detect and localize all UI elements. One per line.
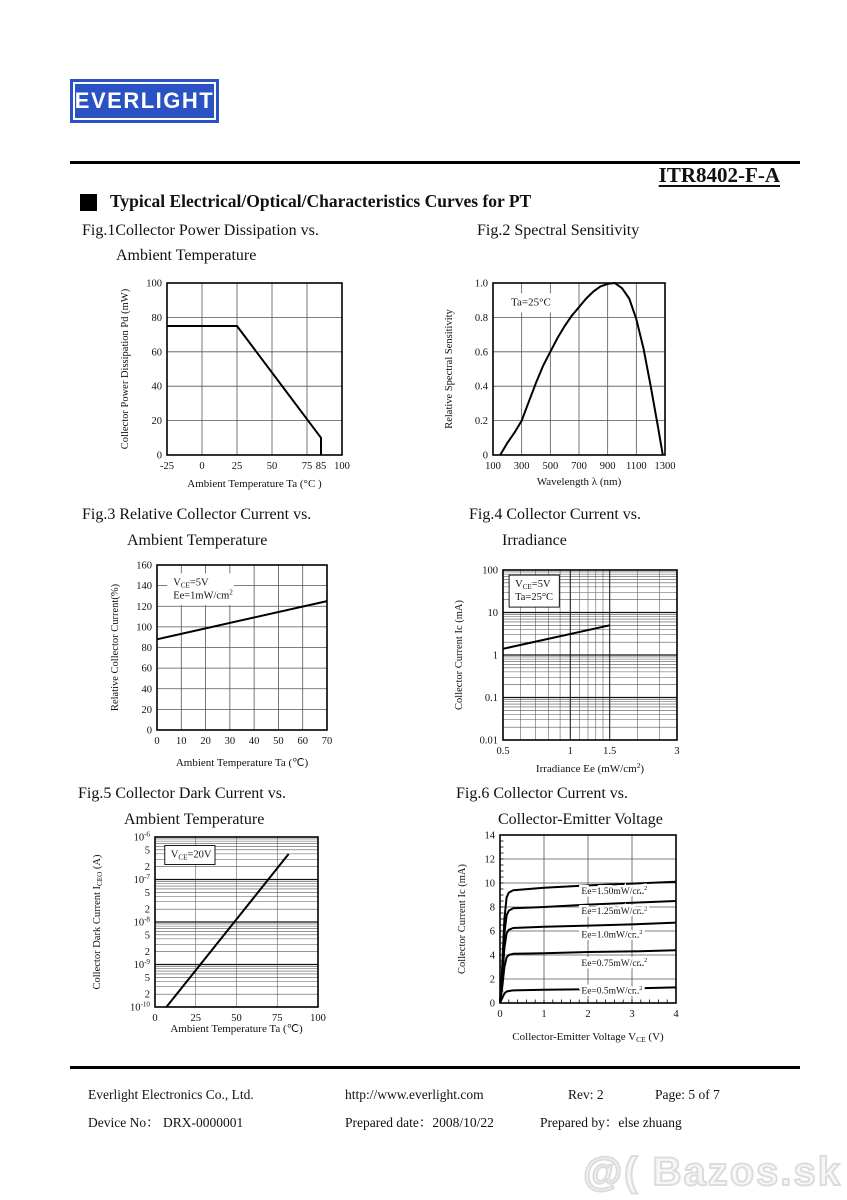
svg-text:500: 500: [542, 461, 559, 472]
svg-text:2: 2: [144, 989, 150, 1001]
footer-device-no: Device No： DRX-0000001: [88, 1115, 244, 1130]
svg-text:0.4: 0.4: [474, 381, 488, 393]
svg-text:80: 80: [151, 312, 162, 324]
svg-text:160: 160: [136, 560, 152, 572]
svg-text:6: 6: [489, 926, 495, 938]
part-number: ITR8402-F-A: [658, 163, 780, 187]
svg-text:10-6: $10^{-6}$: [133, 830, 150, 844]
svg-text:40: 40: [141, 684, 152, 696]
svg-text:Ambient Temperature Ta (℃): Ambient Temperature Ta (℃): [170, 1023, 303, 1035]
svg-text:60: 60: [141, 663, 152, 675]
svg-text:1.5: 1.5: [603, 746, 617, 757]
svg-text:120: 120: [136, 601, 152, 613]
svg-text:2: 2: [144, 862, 150, 874]
fig6-title-line2: Collector-Emitter Voltage: [498, 811, 663, 828]
svg-text:5: 5: [144, 845, 150, 857]
svg-text:10: 10: [487, 608, 498, 619]
svg-text:0.1: 0.1: [484, 693, 498, 704]
fig4-title-line1: Fig.4 Collector Current vs.: [469, 506, 641, 523]
svg-text:Collector Current Ic (mA): Collector Current Ic (mA): [454, 600, 465, 710]
svg-text:2: 2: [144, 947, 150, 959]
fig4-chart: [420, 552, 705, 787]
svg-text:50: 50: [273, 736, 284, 747]
svg-text:70: 70: [321, 736, 333, 747]
fig3-title-line2: Ambient Temperature: [127, 532, 268, 549]
svg-text:Collector Current Ic (mA): Collector Current Ic (mA): [457, 864, 468, 974]
svg-text:Ee=1mW/cm2: $Ee=1mW/cm^2$: [173, 588, 233, 602]
svg-text:300: 300: [513, 461, 530, 472]
svg-text:4: 4: [673, 1009, 679, 1020]
footer-divider: [70, 1066, 800, 1069]
svg-text:Collector Power Dissipation Pd: Collector Power Dissipation Pd (mW): [120, 288, 131, 450]
svg-text:2: 2: [489, 974, 495, 986]
svg-text:3: 3: [674, 746, 680, 757]
svg-text:10: 10: [484, 878, 495, 890]
svg-text:25: 25: [231, 461, 243, 472]
footer-prepared-date: Prepared date：2008/10/22: [345, 1115, 494, 1130]
svg-text:900: 900: [599, 461, 616, 472]
svg-text:1: 1: [567, 746, 573, 757]
svg-text:5: 5: [144, 972, 150, 984]
svg-text:Ta=25°C: Ta=25°C: [511, 296, 551, 309]
svg-text:Ee=0.5mW/cm2: $Ee=0.5mW/cm^2$: [581, 985, 643, 997]
svg-text:1: 1: [492, 650, 498, 662]
svg-text:60: 60: [297, 736, 308, 747]
svg-text:Wavelength λ (nm): Wavelength λ (nm): [536, 476, 622, 488]
svg-text:0: 0: [199, 461, 205, 472]
svg-text:Irradiance Ee (mW/cm2): Irradiance Ee $(mW/cm^2)$: [535, 760, 645, 775]
svg-text:100: 100: [485, 461, 501, 472]
svg-text:Collector Dark Current ICEO (A: Collector Dark Current $I_{CEO}$ (A): [92, 854, 105, 990]
svg-text:Collector-Emitter Voltage VCE: Collector-Emitter Voltage $V_{CE}$ (V): [512, 1031, 664, 1045]
svg-text:Ee=1.25mW/cm2: $Ee=1.25mW/cm^2$: [581, 905, 648, 918]
section-bullet-icon: [80, 194, 97, 211]
svg-text:75: 75: [272, 1013, 283, 1024]
svg-text:2: 2: [144, 904, 150, 916]
svg-text:20: 20: [141, 704, 152, 716]
svg-text:Relative Spectral Sensitivity: Relative Spectral Sensitivity: [444, 309, 455, 429]
svg-text:0: 0: [154, 736, 160, 747]
svg-text:40: 40: [151, 381, 162, 393]
fig2-chart: [420, 268, 700, 503]
svg-text:0: 0: [497, 1009, 503, 1020]
fig5-chart: [85, 818, 355, 1053]
fig6-chart: [450, 818, 740, 1058]
section-heading: [80, 191, 531, 212]
svg-text:100: 100: [310, 1013, 326, 1024]
svg-text:Ee=1.50mW/cm2: $Ee=1.50mW/cm^2$: [581, 885, 648, 897]
svg-text:14: 14: [484, 830, 495, 842]
svg-text:0: 0: [152, 1013, 158, 1024]
svg-text:100: 100: [334, 461, 350, 472]
svg-text:4: 4: [489, 950, 495, 962]
svg-text:700: 700: [571, 461, 587, 472]
svg-text:1100: 1100: [626, 461, 647, 472]
svg-text:2: 2: [585, 1009, 591, 1020]
svg-text:Ee=1.0mW/cm2: $Ee=1.0mW/cm^2$: [581, 928, 643, 941]
svg-text:0.8: 0.8: [474, 312, 488, 324]
svg-text:3: 3: [629, 1009, 635, 1020]
svg-text:100: 100: [146, 278, 162, 290]
footer-page: Page: 5 of 7: [655, 1087, 720, 1102]
fig3-title-line1: Fig.3 Relative Collector Current vs.: [82, 506, 312, 523]
everlight-logo-text: EVERLIGHT: [74, 88, 215, 113]
footer-rev: Rev: 2: [568, 1087, 604, 1102]
fig2-title-line1: Fig.2 Spectral Sensitivity: [477, 222, 640, 239]
svg-text:0.01: 0.01: [479, 735, 498, 747]
svg-text:10-8: $10^{-8}$: [133, 915, 150, 929]
svg-text:1: 1: [541, 1009, 547, 1020]
svg-text:30: 30: [224, 736, 236, 747]
svg-text:VCE=20V: $V_{CE}=20V$: [170, 849, 212, 862]
svg-text:5: 5: [144, 887, 150, 899]
svg-text:Ambient Temperature Ta (℃): Ambient Temperature Ta (℃): [175, 757, 309, 769]
svg-text:VCE=5V: $V_{CE}=5V$: [173, 577, 209, 590]
svg-text:0: 0: [489, 998, 495, 1010]
fig1-title-line2: Ambient Temperature: [116, 247, 257, 264]
svg-text:100: 100: [482, 565, 498, 577]
svg-text:0: 0: [156, 450, 162, 462]
svg-text:Ambient Temperature Ta (°C ): Ambient Temperature Ta (°C ): [187, 478, 322, 490]
svg-text:100: 100: [136, 622, 152, 634]
footer-website: http://www.everlight.com: [345, 1087, 484, 1102]
fig1-title-line1: Fig.1Collector Power Dissipation vs.: [82, 222, 319, 239]
svg-text:0: 0: [146, 725, 152, 737]
svg-text:Ta=25°C: Ta=25°C: [515, 592, 554, 604]
svg-text:10: 10: [176, 736, 187, 747]
fig3-chart: [88, 552, 358, 787]
svg-text:25: 25: [190, 1013, 201, 1024]
svg-text:20: 20: [200, 736, 211, 747]
everlight-logo: [70, 79, 219, 123]
svg-text:50: 50: [231, 1013, 242, 1024]
svg-text:8: 8: [489, 902, 495, 914]
footer-company: Everlight Electronics Co., Ltd.: [88, 1087, 254, 1102]
svg-text:0.2: 0.2: [474, 416, 488, 428]
svg-text:1.0: 1.0: [474, 278, 488, 290]
fig5-title-line1: Fig.5 Collector Dark Current vs.: [78, 785, 286, 802]
fig1-chart: [90, 268, 360, 503]
svg-text:80: 80: [141, 643, 152, 654]
svg-text:Relative Collector Current(%): Relative Collector Current(%): [110, 583, 121, 712]
svg-text:20: 20: [151, 416, 162, 428]
svg-text:40: 40: [248, 736, 260, 747]
svg-text:5: 5: [144, 930, 150, 942]
fig5-title-line2: Ambient Temperature: [124, 811, 265, 828]
svg-text:50: 50: [266, 461, 278, 472]
svg-text:10-7: $10^{-7}$: [133, 873, 150, 886]
svg-text:12: 12: [484, 854, 495, 866]
svg-text:Ee=0.75mW/cm2: $Ee=0.75mW/cm^2$: [581, 957, 648, 969]
svg-text:140: 140: [136, 581, 152, 593]
svg-text:85: 85: [315, 461, 327, 472]
svg-text:60: 60: [151, 347, 162, 359]
svg-text:-25: -25: [160, 461, 174, 472]
svg-text:0.6: 0.6: [474, 347, 488, 359]
svg-text:10-9: $10^{-9}$: [133, 958, 150, 971]
svg-text:0.5: 0.5: [496, 746, 510, 757]
svg-text:75: 75: [301, 461, 313, 472]
fig6-title-line1: Fig.6 Collector Current vs.: [456, 785, 628, 802]
section-title: Typical Electrical/Optical/Characteristics Curves for PT: [110, 191, 532, 211]
watermark: @( Bazos.sk: [583, 1150, 842, 1194]
svg-text:1300: 1300: [654, 461, 676, 472]
fig4-title-line2: Irradiance: [502, 532, 567, 549]
everlight-logo-frame: [73, 82, 216, 120]
svg-text:VCE=5V: $V_{CE}=5V$: [515, 579, 551, 592]
svg-text:0: 0: [482, 450, 488, 462]
svg-text:10-10: $10^{-10}$: [130, 1000, 150, 1014]
footer-prepared-by: Prepared by：else zhuang: [540, 1115, 682, 1130]
